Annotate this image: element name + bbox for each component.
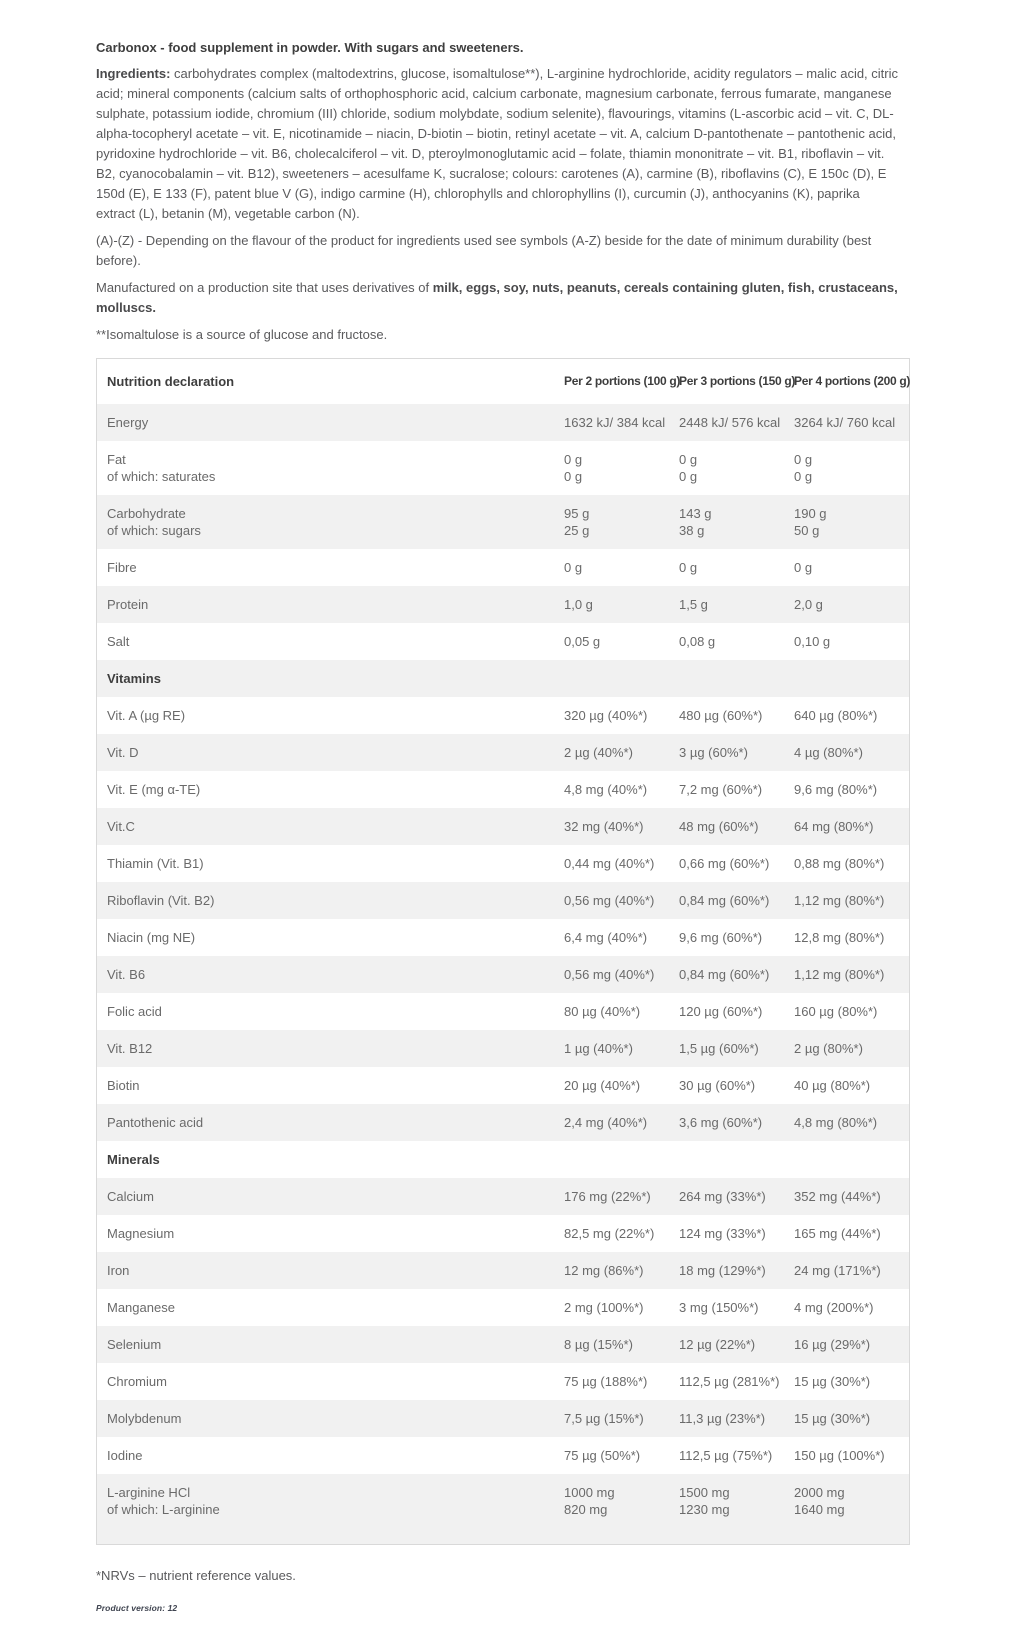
row-label-line: Vitamins xyxy=(107,671,161,686)
value-line: 11,3 µg (23%*) xyxy=(679,1411,766,1426)
value-cell xyxy=(794,1188,909,1205)
row-label-line: Thiamin (Vit. B1) xyxy=(107,856,204,871)
value-line: 6,4 mg (40%*) xyxy=(564,930,648,945)
table-row xyxy=(97,882,909,919)
table-row xyxy=(97,1030,909,1067)
value-line: 30 µg (60%*) xyxy=(679,1078,756,1093)
value-cell xyxy=(679,505,794,539)
row-label-line: Calcium xyxy=(107,1189,154,1204)
row-label-line: Selenium xyxy=(107,1337,162,1352)
row-label-line: L-arginine HCl xyxy=(107,1485,191,1500)
value-line: 1230 mg xyxy=(679,1502,730,1517)
value-cell xyxy=(794,1373,909,1390)
column-header-per-2-portions: Per 2 portions (100 g) xyxy=(564,374,681,388)
value-line: 0 g xyxy=(794,452,813,467)
table-row xyxy=(97,956,909,993)
value-line: 3,6 mg (60%*) xyxy=(679,1115,763,1130)
row-label xyxy=(107,596,564,613)
row-label xyxy=(107,1077,564,1094)
value-cell xyxy=(794,414,909,431)
value-line: 12,8 mg (80%*) xyxy=(794,930,885,945)
table-row xyxy=(97,1437,909,1474)
value-line: 0,44 mg (40%*) xyxy=(564,856,655,871)
value-cell xyxy=(794,781,909,798)
value-cell xyxy=(679,781,794,798)
value-line: 320 µg (40%*) xyxy=(564,708,648,723)
value-cell xyxy=(564,929,679,946)
row-label xyxy=(107,1040,564,1057)
row-label-line: Iron xyxy=(107,1263,130,1278)
value-line: 95 g xyxy=(564,506,590,521)
value-line: 25 g xyxy=(564,523,590,538)
value-line: 0,56 mg (40%*) xyxy=(564,967,655,982)
row-label-line: Chromium xyxy=(107,1374,167,1389)
value-line: 1,5 g xyxy=(679,597,708,612)
value-line: 0,10 g xyxy=(794,634,831,649)
row-label-line: Riboflavin (Vit. B2) xyxy=(107,893,215,908)
row-label xyxy=(107,1225,564,1242)
value-line: 40 µg (80%*) xyxy=(794,1078,871,1093)
value-line: 112,5 µg (281%*) xyxy=(679,1374,780,1389)
value-line: 0 g xyxy=(679,452,698,467)
value-line: 0,88 mg (80%*) xyxy=(794,856,885,871)
value-line: 15 µg (30%*) xyxy=(794,1411,871,1426)
value-line: 20 µg (40%*) xyxy=(564,1078,641,1093)
row-label-line: Carbohydrate xyxy=(107,506,186,521)
value-cell xyxy=(564,1484,679,1518)
row-label-line: Minerals xyxy=(107,1152,160,1167)
value-line: 0,84 mg (60%*) xyxy=(679,967,770,982)
value-line: 0 g xyxy=(794,469,813,484)
row-label-line: Molybdenum xyxy=(107,1411,182,1426)
table-row xyxy=(97,623,909,660)
value-cell xyxy=(564,818,679,835)
value-line: 75 µg (50%*) xyxy=(564,1448,641,1463)
value-line: 50 g xyxy=(794,523,820,538)
value-line: 0 g xyxy=(679,560,698,575)
row-label-line: Fibre xyxy=(107,560,137,575)
value-line: 15 µg (30%*) xyxy=(794,1374,871,1389)
row-label-line: of which: saturates xyxy=(107,469,216,484)
value-cell xyxy=(794,966,909,983)
row-label xyxy=(107,1188,564,1205)
table-row xyxy=(97,586,909,623)
value-cell xyxy=(679,1299,794,1316)
value-line: 12 mg (86%*) xyxy=(564,1263,644,1278)
value-cell xyxy=(794,818,909,835)
value-line: 480 µg (60%*) xyxy=(679,708,763,723)
value-line: 32 mg (40%*) xyxy=(564,819,644,834)
value-cell xyxy=(564,1373,679,1390)
value-cell xyxy=(564,1410,679,1427)
value-cell xyxy=(564,707,679,724)
value-cell xyxy=(564,633,679,650)
value-cell xyxy=(564,1336,679,1353)
value-line: 4,8 mg (40%*) xyxy=(564,782,648,797)
value-cell xyxy=(564,559,679,576)
row-label-line: Magnesium xyxy=(107,1226,175,1241)
table-row xyxy=(97,993,909,1030)
value-line: 0,05 g xyxy=(564,634,601,649)
allergen-note xyxy=(96,278,902,318)
row-label-line: of which: sugars xyxy=(107,523,201,538)
row-label-line: Pantothenic acid xyxy=(107,1115,204,1130)
value-line: 9,6 mg (80%*) xyxy=(794,782,878,797)
ingredients-paragraph xyxy=(96,64,902,224)
value-cell xyxy=(679,633,794,650)
value-line: 16 µg (29%*) xyxy=(794,1337,871,1352)
row-label xyxy=(107,1262,564,1279)
value-line: 8 µg (15%*) xyxy=(564,1337,633,1352)
value-cell xyxy=(564,966,679,983)
value-cell xyxy=(679,1114,794,1131)
value-cell xyxy=(679,451,794,485)
table-row xyxy=(97,1178,909,1215)
value-cell xyxy=(679,929,794,946)
row-label xyxy=(107,1410,564,1427)
flavour-symbols-note: (A)-(Z) - Depending on the flavour of the product for ingredients used see symbols (A-Z) beside for the date of minimum durability (best before). xyxy=(96,233,872,268)
value-line: 165 mg (44%*) xyxy=(794,1226,881,1241)
value-line: 4 µg (80%*) xyxy=(794,745,863,760)
value-line: 352 mg (44%*) xyxy=(794,1189,881,1204)
value-cell xyxy=(564,855,679,872)
row-label xyxy=(107,929,564,946)
row-label-line: Iodine xyxy=(107,1448,143,1463)
value-cell xyxy=(794,1040,909,1057)
row-label xyxy=(107,1336,564,1353)
value-cell xyxy=(794,744,909,761)
nrv-footnote: *NRVs – nutrient reference values. xyxy=(96,1568,296,1583)
row-label xyxy=(107,633,564,650)
row-label-line: Folic acid xyxy=(107,1004,162,1019)
table-row xyxy=(97,549,909,586)
value-cell xyxy=(679,1373,794,1390)
allergen-list: milk, eggs, soy, nuts, peanuts, cereals containing gluten, fish, crustaceans, molluscs. xyxy=(96,280,898,315)
value-cell xyxy=(564,1077,679,1094)
table-row xyxy=(97,1252,909,1289)
value-cell xyxy=(564,451,679,485)
table-row xyxy=(97,1400,909,1437)
value-cell xyxy=(794,1447,909,1464)
value-cell xyxy=(679,818,794,835)
row-label-line: of which: L-arginine xyxy=(107,1502,220,1517)
value-line: 190 g xyxy=(794,506,827,521)
row-label xyxy=(107,744,564,761)
row-label xyxy=(107,818,564,835)
value-cell xyxy=(564,1003,679,1020)
value-cell xyxy=(564,744,679,761)
value-line: 0,08 g xyxy=(679,634,716,649)
row-label xyxy=(107,451,564,485)
table-row xyxy=(97,404,909,441)
row-label-line: Manganese xyxy=(107,1300,175,1315)
value-line: 0,84 mg (60%*) xyxy=(679,893,770,908)
value-cell xyxy=(679,744,794,761)
value-line: 0 g xyxy=(564,469,583,484)
table-row xyxy=(97,1289,909,1326)
row-label-line: Fat xyxy=(107,452,126,467)
value-cell xyxy=(679,1484,794,1518)
row-label xyxy=(107,855,564,872)
value-line: 1640 mg xyxy=(794,1502,845,1517)
value-cell xyxy=(679,1040,794,1057)
value-line: 2 mg (100%*) xyxy=(564,1300,644,1315)
value-line: 24 mg (171%*) xyxy=(794,1263,881,1278)
value-cell xyxy=(794,559,909,576)
value-cell xyxy=(564,892,679,909)
row-label xyxy=(107,670,909,687)
value-cell xyxy=(794,892,909,909)
nutrition-table xyxy=(96,358,910,1545)
value-cell xyxy=(794,1262,909,1279)
value-cell xyxy=(679,559,794,576)
value-cell xyxy=(564,1299,679,1316)
table-row xyxy=(97,1474,909,1544)
value-cell xyxy=(564,1447,679,1464)
value-line: 0,56 mg (40%*) xyxy=(564,893,655,908)
row-label-line: Vit. B12 xyxy=(107,1041,153,1056)
column-header-per-4-portions: Per 4 portions (200 g) xyxy=(794,374,911,388)
value-line: 640 µg (80%*) xyxy=(794,708,878,723)
value-line: 64 mg (80%*) xyxy=(794,819,874,834)
table-row xyxy=(97,845,909,882)
value-line: 2,0 g xyxy=(794,597,823,612)
value-line: 176 mg (22%*) xyxy=(564,1189,651,1204)
value-line: 150 µg (100%*) xyxy=(794,1448,885,1463)
row-label-line: Vit. B6 xyxy=(107,967,146,982)
value-line: 1000 mg xyxy=(564,1485,615,1500)
table-header-row xyxy=(97,359,909,404)
value-cell xyxy=(794,1299,909,1316)
value-line: 75 µg (188%*) xyxy=(564,1374,648,1389)
column-header-per-3-portions: Per 3 portions (150 g) xyxy=(679,374,796,388)
value-line: 4 mg (200%*) xyxy=(794,1300,874,1315)
value-line: 48 mg (60%*) xyxy=(679,819,759,834)
value-line: 18 mg (129%*) xyxy=(679,1263,766,1278)
table-row xyxy=(97,1363,909,1400)
table-row xyxy=(97,734,909,771)
value-cell xyxy=(564,1114,679,1131)
product-version: Product version: 12 xyxy=(96,1603,178,1613)
value-line: 0 g xyxy=(794,560,813,575)
ingredients-label: Ingredients: xyxy=(96,66,171,81)
value-cell xyxy=(794,707,909,724)
value-line: 3 mg (150%*) xyxy=(679,1300,759,1315)
value-cell xyxy=(679,1447,794,1464)
value-cell xyxy=(794,596,909,613)
value-cell xyxy=(679,1003,794,1020)
row-label-line: Salt xyxy=(107,634,130,649)
row-label xyxy=(107,1373,564,1390)
value-cell xyxy=(564,1225,679,1242)
row-label xyxy=(107,414,564,431)
row-label xyxy=(107,707,564,724)
value-line: 1,12 mg (80%*) xyxy=(794,967,885,982)
row-label xyxy=(107,1484,564,1518)
table-row xyxy=(97,441,909,495)
table-row xyxy=(97,1215,909,1252)
value-cell xyxy=(679,707,794,724)
ingredients-text: carbohydrates complex (maltodextrins, glucose, isomaltulose**), L-arginine hydrochloride, acidity regulators – malic acid, citric acid; mineral components (calcium salts of orthophosphoric acid, calcium carbonate, magnesium carbonate, ferrous fumarate, manganese sulphate, potassium iodide, chromium (III) chloride, sodium molybdate, sodium selenite), flavourings, vitamins (L-ascorbic acid – vit. C, DL-alpha-tocopheryl acetate – vit. E, nicotinamide – niacin, D-biotin – biotin, retinyl acetate – vit. A, calcium D-pantothenate – pantothenic acid, pyridoxine hydrochloride – vit. B6, cholecalciferol – vit. D, pteroylmonoglutamic acid – folate, thiamin mononitrate – vit. B1, riboflavin – vit. B2, cyanocobalamin – vit. B12), sweeteners – acesulfame K, sucralose; colours: carotenes (A), carmine (B), riboflavins (C), E 150c (D), E 150d (E), E 133 (F), patent blue V (G), indigo carmine (H), chlorophylls and chlorophyllins (I), curcumin (J), anthocyanins (K), paprika extract (L), betanin (M), vegetable carbon (N). xyxy=(96,66,898,221)
table-row xyxy=(97,771,909,808)
value-line: 2000 mg xyxy=(794,1485,845,1500)
value-cell xyxy=(679,1410,794,1427)
table-row xyxy=(97,808,909,845)
value-line: 3 µg (60%*) xyxy=(679,745,748,760)
row-label-line: Vit. D xyxy=(107,745,139,760)
value-line: 80 µg (40%*) xyxy=(564,1004,641,1019)
value-line: 7,2 mg (60%*) xyxy=(679,782,763,797)
row-label-line: Energy xyxy=(107,415,149,430)
value-cell xyxy=(794,855,909,872)
value-line: 264 mg (33%*) xyxy=(679,1189,766,1204)
isomaltulose-note: **Isomaltulose is a source of glucose and fructose. xyxy=(96,327,388,342)
value-line: 9,6 mg (60%*) xyxy=(679,930,763,945)
row-label-line: Vit.C xyxy=(107,819,135,834)
value-cell xyxy=(679,1336,794,1353)
value-line: 2 µg (80%*) xyxy=(794,1041,863,1056)
row-label-line: Vit. A (µg RE) xyxy=(107,708,186,723)
value-line: 2448 kJ/ 576 kcal xyxy=(679,415,781,430)
table-row xyxy=(97,1067,909,1104)
value-line: 38 g xyxy=(679,523,705,538)
value-cell xyxy=(564,505,679,539)
value-cell xyxy=(794,1336,909,1353)
product-title: Carbonox - food supplement in powder. With sugars and sweeteners. xyxy=(96,40,524,55)
row-label xyxy=(107,1114,564,1131)
value-cell xyxy=(564,1262,679,1279)
value-cell xyxy=(679,1225,794,1242)
value-line: 112,5 µg (75%*) xyxy=(679,1448,773,1463)
value-line: 82,5 mg (22%*) xyxy=(564,1226,655,1241)
value-cell xyxy=(564,1188,679,1205)
row-label xyxy=(107,966,564,983)
value-cell xyxy=(564,1040,679,1057)
table-row xyxy=(97,697,909,734)
table-header-label: Nutrition declaration xyxy=(107,374,235,389)
value-cell xyxy=(794,505,909,539)
value-line: 0 g xyxy=(564,560,583,575)
value-cell xyxy=(679,1262,794,1279)
value-cell xyxy=(794,1410,909,1427)
value-line: 12 µg (22%*) xyxy=(679,1337,756,1352)
table-row xyxy=(97,495,909,549)
value-line: 1632 kJ/ 384 kcal xyxy=(564,415,666,430)
value-line: 820 mg xyxy=(564,1502,608,1517)
value-line: 120 µg (60%*) xyxy=(679,1004,763,1019)
value-line: 2,4 mg (40%*) xyxy=(564,1115,648,1130)
value-line: 4,8 mg (80%*) xyxy=(794,1115,878,1130)
table-row xyxy=(97,1104,909,1141)
value-line: 160 µg (80%*) xyxy=(794,1004,878,1019)
value-line: 143 g xyxy=(679,506,712,521)
row-label-line: Niacin (mg NE) xyxy=(107,930,196,945)
row-label xyxy=(107,559,564,576)
value-cell xyxy=(679,966,794,983)
row-label xyxy=(107,781,564,798)
section-header-row xyxy=(97,1141,909,1178)
table-row xyxy=(97,919,909,956)
row-label xyxy=(107,1299,564,1316)
value-cell xyxy=(679,596,794,613)
value-line: 2 µg (40%*) xyxy=(564,745,633,760)
value-cell xyxy=(564,596,679,613)
row-label xyxy=(107,1447,564,1464)
row-label-line: Biotin xyxy=(107,1078,140,1093)
row-label xyxy=(107,1151,909,1168)
value-cell xyxy=(679,855,794,872)
value-cell xyxy=(794,929,909,946)
section-header-row xyxy=(97,660,909,697)
value-cell xyxy=(564,414,679,431)
value-cell xyxy=(679,1077,794,1094)
value-line: 0,66 mg (60%*) xyxy=(679,856,770,871)
value-cell xyxy=(794,633,909,650)
value-line: 7,5 µg (15%*) xyxy=(564,1411,644,1426)
value-cell xyxy=(679,892,794,909)
value-cell xyxy=(794,1225,909,1242)
value-line: 1,12 mg (80%*) xyxy=(794,893,885,908)
row-label xyxy=(107,1003,564,1020)
value-cell xyxy=(794,1003,909,1020)
row-label xyxy=(107,892,564,909)
value-cell xyxy=(794,451,909,485)
value-line: 1500 mg xyxy=(679,1485,730,1500)
value-cell xyxy=(679,1188,794,1205)
value-cell xyxy=(794,1114,909,1131)
table-body xyxy=(97,404,909,1544)
value-line: 1,5 µg (60%*) xyxy=(679,1041,759,1056)
allergen-note-prefix: Manufactured on a production site that uses derivatives of xyxy=(96,280,433,295)
value-line: 0 g xyxy=(564,452,583,467)
value-line: 124 mg (33%*) xyxy=(679,1226,766,1241)
value-cell xyxy=(679,414,794,431)
value-line: 1,0 g xyxy=(564,597,593,612)
value-cell xyxy=(794,1077,909,1094)
value-line: 1 µg (40%*) xyxy=(564,1041,633,1056)
row-label-line: Vit. E (mg α-TE) xyxy=(107,782,201,797)
row-label xyxy=(107,505,564,539)
value-cell xyxy=(564,781,679,798)
row-label-line: Protein xyxy=(107,597,149,612)
value-cell xyxy=(794,1484,909,1518)
table-row xyxy=(97,1326,909,1363)
value-line: 3264 kJ/ 760 kcal xyxy=(794,415,896,430)
value-line: 0 g xyxy=(679,469,698,484)
